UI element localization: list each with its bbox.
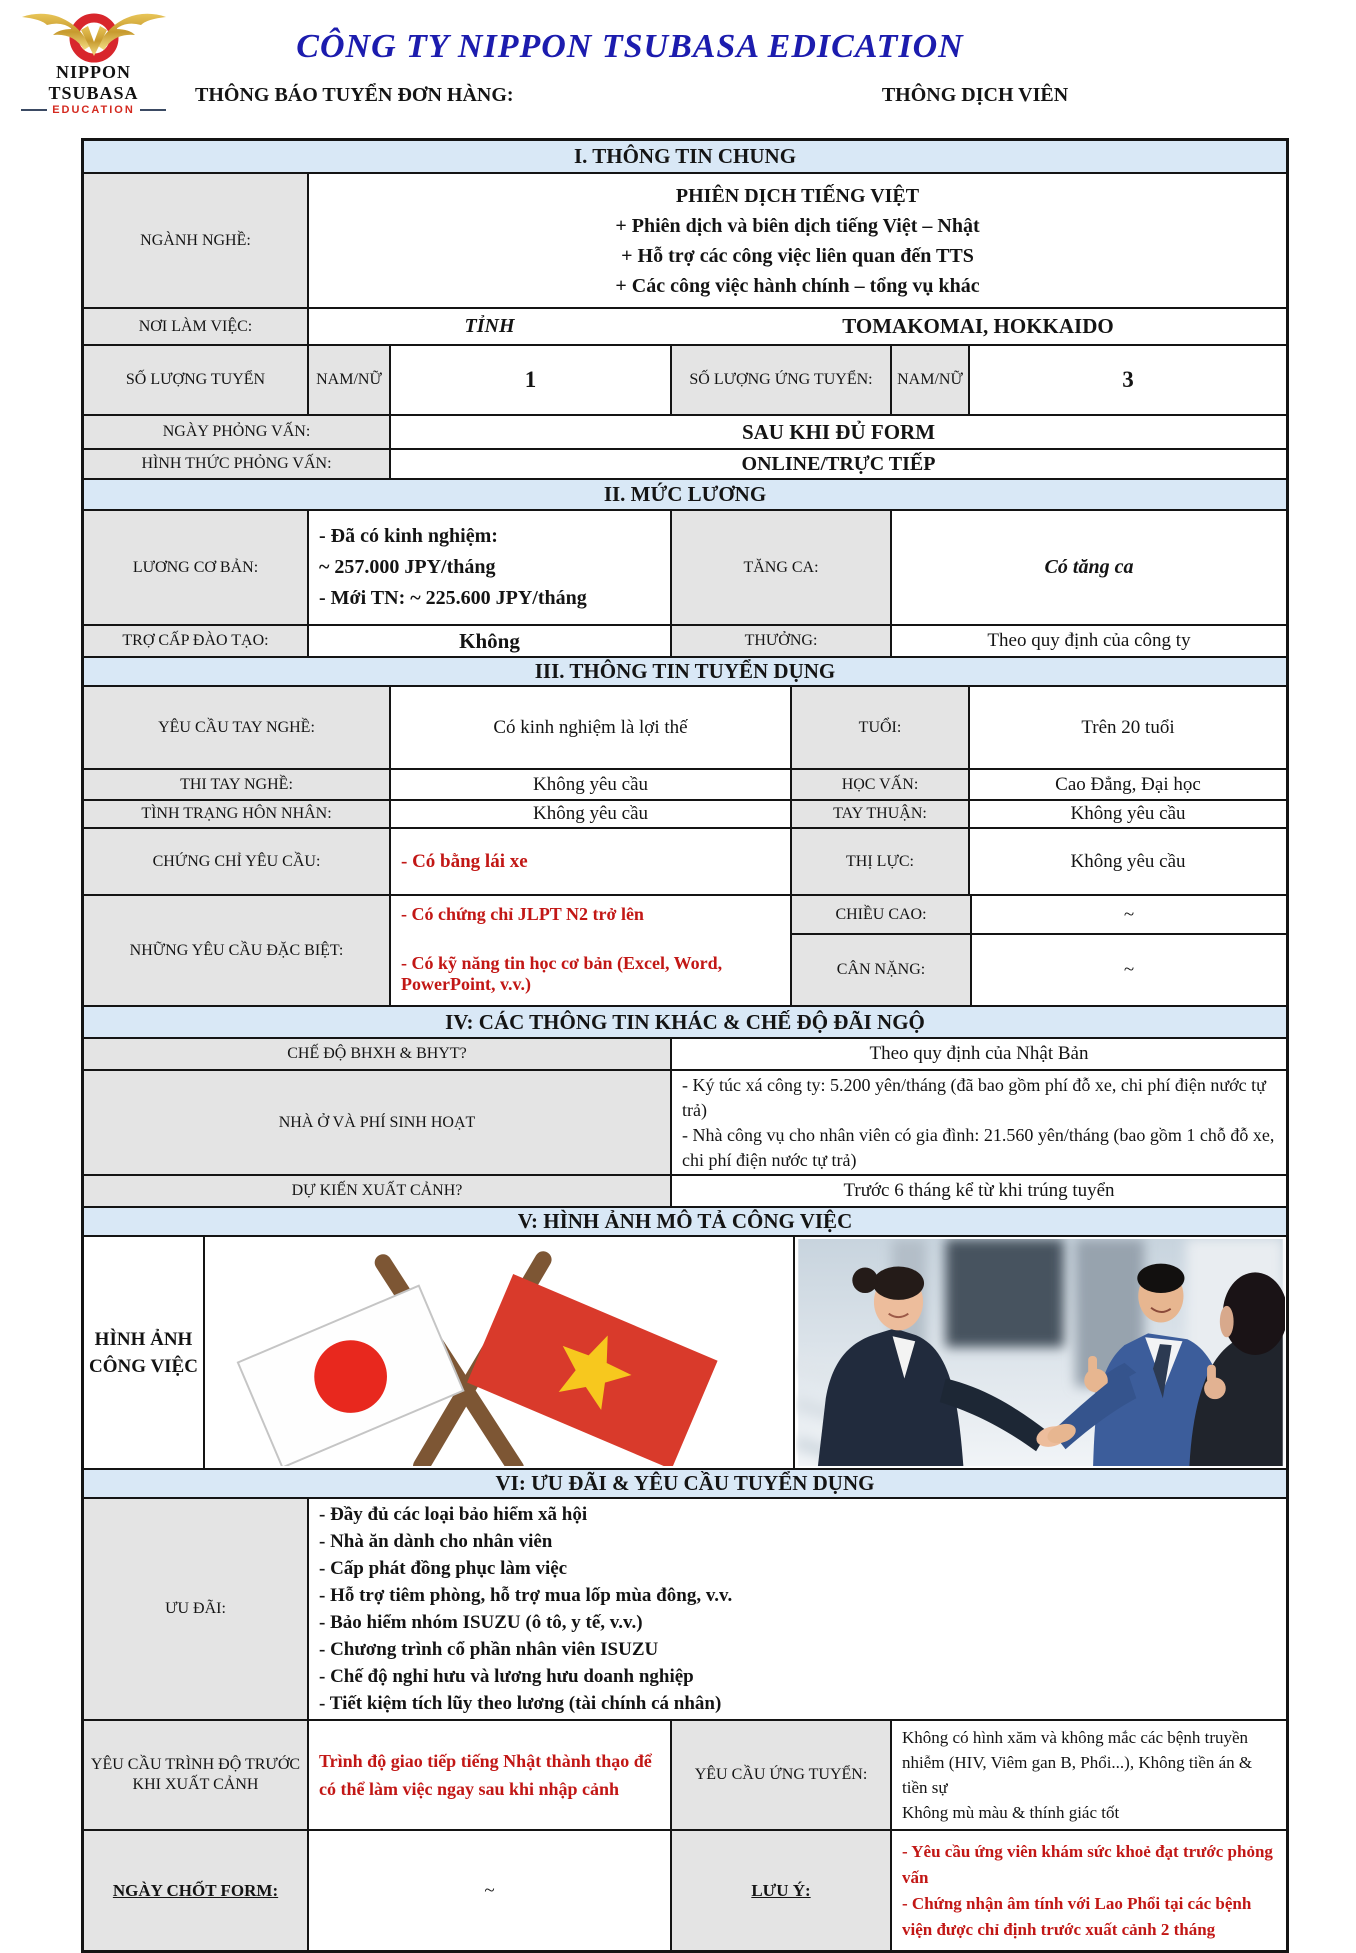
value-yeu-cau-tay-nghe: Có kinh nghiệm là lợi thế — [389, 687, 790, 768]
label-nam-nu-2: NAM/NỮ — [890, 346, 968, 414]
row-hinh-anh — [84, 1235, 1286, 1468]
nganh-heading: PHIÊN DỊCH TIẾNG VIỆT — [675, 184, 920, 207]
job-announcement-table — [81, 138, 1289, 1953]
value-thi-tay-nghe: Không yêu cầu — [389, 770, 790, 799]
value-tay-thuan: Không yêu cầu — [968, 801, 1286, 827]
wings-emblem-icon — [6, 2, 181, 64]
label-thuong: THƯỞNG: — [670, 626, 890, 656]
label-ngay-chot-form: NGÀY CHỐT FORM: — [84, 1831, 307, 1950]
section3-header-row — [84, 656, 1286, 685]
section5-header-row — [84, 1206, 1286, 1235]
label-yeu-cau-tay-nghe: YÊU CẦU TAY NGHỀ: — [84, 687, 389, 768]
row-chieu-cao — [792, 896, 1288, 933]
label-hinh-anh — [84, 1237, 203, 1468]
row-ngay-phong-van — [84, 414, 1286, 448]
business-handshake-photo — [793, 1237, 1286, 1468]
uu-dai-item-2: - Nhà ăn dành cho nhân viên — [319, 1531, 553, 1552]
luong-line-1: - Đã có kinh nghiệm: — [319, 525, 498, 547]
company-logo — [6, 2, 181, 116]
section5-title: V: HÌNH ẢNH MÔ TẢ CÔNG VIỆC — [84, 1208, 1286, 1235]
value-thuong: Theo quy định của công ty — [890, 626, 1286, 656]
value-ung-tuyen — [890, 1721, 1286, 1829]
row-hinh-thuc-phong-van — [84, 448, 1286, 478]
uu-dai-item-7: - Chế độ nghỉ hưu và lương hưu doanh nghiệp — [319, 1666, 694, 1687]
value-so-luong-tuyen: 1 — [389, 346, 670, 414]
row-chung-chi — [84, 827, 1286, 894]
label-chung-chi: CHỨNG CHỈ YÊU CẦU: — [84, 829, 389, 894]
notice-label: THÔNG BÁO TUYỂN ĐƠN HÀNG: — [195, 84, 514, 106]
value-hinh-thuc-phong-van: ONLINE/TRỰC TIẾP — [389, 450, 1286, 478]
uu-dai-item-3: - Cấp phát đồng phục làm việc — [319, 1558, 568, 1579]
label-tang-ca: TĂNG CA: — [670, 511, 890, 624]
dac-biet-line-1: - Có chứng chỉ JLPT N2 trở lên — [401, 904, 644, 924]
row-luong-co-ban — [84, 509, 1286, 624]
section3-title: III. THÔNG TIN TUYỂN DỤNG — [84, 658, 1286, 685]
uu-dai-item-6: - Chương trình cổ phần nhân viên ISUZU — [319, 1639, 659, 1660]
row-noi-lam-viec — [84, 307, 1286, 344]
row-yeu-cau-dac-biet — [84, 894, 1286, 1005]
label-yeu-cau-dac-biet: NHỮNG YÊU CẦU ĐẶC BIỆT: — [84, 896, 389, 1005]
value-nganh-nghe — [307, 174, 1286, 307]
row-xuat-canh — [84, 1174, 1286, 1206]
value-tang-ca: Có tăng ca — [890, 511, 1286, 624]
label-tay-thuan: TAY THUẬN: — [790, 801, 968, 827]
label-so-luong-ung-tuyen: SỐ LƯỢNG ỨNG TUYỂN: — [670, 346, 890, 414]
row-nganh-nghe — [84, 172, 1286, 307]
japan-vietnam-flags-image — [203, 1237, 793, 1468]
row-nha-o — [84, 1069, 1286, 1174]
label-xuat-canh: DỰ KIẾN XUẤT CẢNH? — [84, 1176, 670, 1206]
nha-o-line-2: - Nhà công vụ cho nhân viên có gia đình: 21.560 yên/tháng (bao gồm 1 chỗ đỗ xe, chi phí điện nước tự trả) — [682, 1124, 1275, 1170]
dac-biet-line-2: - Có kỹ năng tin học cơ bản (Excel, Word, PowerPoint, v.v.) — [401, 953, 723, 994]
logo-subtitle: EDUCATION — [52, 104, 135, 116]
section6-title: VI: ƯU ĐÃI & YÊU CẦU TUYỂN DỤNG — [84, 1470, 1286, 1497]
row-hon-nhan — [84, 799, 1286, 827]
label-can-nang: CÂN NẶNG: — [792, 935, 970, 1005]
row-uu-dai — [84, 1497, 1286, 1719]
row-yeu-cau-tay-nghe — [84, 685, 1286, 768]
value-noi-lam-viec: TOMAKOMAI, HOKKAIDO — [842, 314, 1114, 338]
value-xuat-canh: Trước 6 tháng kể từ khi trúng tuyển — [670, 1176, 1286, 1206]
label-bhxh: CHẾ ĐỘ BHXH & BHYT? — [84, 1039, 670, 1069]
label-luong-co-ban: LƯƠNG CƠ BẢN: — [84, 511, 307, 624]
value-nha-o — [670, 1071, 1286, 1174]
value-hoc-van: Cao Đẳng, Đại học — [968, 770, 1286, 799]
logo-name: NIPPON TSUBASA — [48, 62, 139, 103]
section1-title: I. THÔNG TIN CHUNG — [84, 141, 1286, 172]
value-yeu-cau-dac-biet — [389, 896, 790, 1005]
section2-title: II. MỨC LƯƠNG — [84, 480, 1286, 509]
section4-title: IV: CÁC THÔNG TIN KHÁC & CHẾ ĐỘ ĐÃI NGỘ — [84, 1007, 1286, 1037]
luong-line-3: - Mới TN: ~ 225.600 JPY/tháng — [319, 587, 587, 609]
row-tro-cap — [84, 624, 1286, 656]
row-can-nang — [792, 933, 1288, 1005]
notice-value: THÔNG DỊCH VIÊN — [881, 84, 1069, 106]
value-thi-luc: Không yêu cầu — [968, 829, 1286, 894]
page-title: CÔNG TY NIPPON TSUBASA EDICATION — [296, 28, 964, 65]
uu-dai-item-1: - Đầy đủ các loại bảo hiểm xã hội — [319, 1504, 588, 1525]
label-nam-nu-1: NAM/NỮ — [307, 346, 389, 414]
value-uu-dai — [307, 1499, 1286, 1719]
row-bhxh — [84, 1037, 1286, 1069]
hinh-anh-label-line1: HÌNH ẢNH — [94, 1328, 193, 1350]
row-so-luong — [84, 344, 1286, 414]
row-ngay-chot-form — [84, 1829, 1286, 1950]
value-ngay-chot-form: ~ — [307, 1831, 670, 1950]
value-luong-co-ban — [307, 511, 670, 624]
logo-dash-right — [140, 109, 166, 111]
value-hon-nhan: Không yêu cầu — [389, 801, 790, 827]
label-luu-y: LƯU Ý: — [670, 1831, 890, 1950]
luu-y-line-1: - Yêu cầu ứng viên khám sức khoẻ đạt trước phỏng vấn — [902, 1841, 1273, 1887]
uu-dai-item-5: - Bảo hiểm nhóm ISUZU (ô tô, y tế, v.v.) — [319, 1612, 643, 1633]
logo-dash-left — [21, 109, 47, 111]
section4-header-row — [84, 1005, 1286, 1037]
label-uu-dai: ƯU ĐÃI: — [84, 1499, 307, 1719]
label-ngay-phong-van: NGÀY PHỎNG VẤN: — [84, 416, 389, 448]
row-trinh-do — [84, 1719, 1286, 1829]
value-chieu-cao: ~ — [970, 896, 1286, 933]
nganh-line-2: + Hỗ trợ các công việc liên quan đến TTS — [621, 244, 974, 267]
nganh-line-1: + Phiên dịch và biên dịch tiếng Việt – Nhật — [615, 214, 980, 237]
label-so-luong-tuyen: SỐ LƯỢNG TUYỂN — [84, 346, 307, 414]
value-ngay-phong-van: SAU KHI ĐỦ FORM — [389, 416, 1286, 448]
uu-dai-item-4: - Hỗ trợ tiêm phòng, hỗ trợ mua lốp mùa đông, v.v. — [319, 1585, 733, 1606]
label-chieu-cao: CHIỀU CAO: — [792, 896, 970, 933]
label-ung-tuyen: YÊU CẦU ỨNG TUYỂN: — [670, 1721, 890, 1829]
uu-dai-item-8: - Tiết kiệm tích lũy theo lương (tài chính cá nhân) — [319, 1693, 722, 1714]
value-can-nang: ~ — [970, 935, 1286, 1005]
luu-y-line-2: - Chứng nhận âm tính với Lao Phổi tại các bệnh viện được chỉ định trước xuất cảnh 2 tháng — [902, 1893, 1252, 1939]
label-noi-lam-viec: NƠI LÀM VIỆC: — [84, 309, 307, 344]
value-luu-y — [890, 1831, 1286, 1950]
section2-header-row — [84, 478, 1286, 509]
ung-tuyen-line-1: Không có hình xăm và không mắc các bệnh truyền nhiễm (HIV, Viêm gan B, Phổi...), Không tiền án & tiền sự — [902, 1728, 1253, 1797]
value-bhxh: Theo quy định của Nhật Bản — [670, 1039, 1286, 1069]
label-nganh-nghe: NGÀNH NGHỀ: — [84, 174, 307, 307]
height-weight-subgrid — [790, 896, 1288, 1005]
value-chung-chi: - Có bằng lái xe — [389, 829, 790, 894]
label-hinh-thuc-phong-van: HÌNH THỨC PHỎNG VẤN: — [84, 450, 389, 478]
ung-tuyen-line-2: Không mù màu & thính giác tốt — [902, 1803, 1120, 1822]
label-hoc-van: HỌC VẤN: — [790, 770, 968, 799]
label-hon-nhan: TÌNH TRẠNG HÔN NHÂN: — [84, 801, 389, 827]
label-trinh-do: YÊU CẦU TRÌNH ĐỘ TRƯỚC KHI XUẤT CẢNH — [84, 1721, 307, 1829]
luong-line-2: ~ 257.000 JPY/tháng — [319, 556, 496, 578]
value-tinh: TỈNH — [307, 309, 670, 344]
value-tro-cap: Không — [307, 626, 670, 656]
value-trinh-do: Trình độ giao tiếp tiếng Nhật thành thạo để có thể làm việc ngay sau khi nhập cảnh — [307, 1721, 670, 1829]
value-so-luong-ung-tuyen: 3 — [968, 346, 1286, 414]
row-thi-tay-nghe — [84, 768, 1286, 799]
section1-header-row — [84, 141, 1286, 172]
label-tuoi: TUỔI: — [790, 687, 968, 768]
label-thi-tay-nghe: THI TAY NGHỀ: — [84, 770, 389, 799]
value-tuoi: Trên 20 tuổi — [968, 687, 1286, 768]
hinh-anh-label-line2: CÔNG VIỆC — [89, 1355, 198, 1377]
nganh-line-3: + Các công việc hành chính – tổng vụ khác — [615, 274, 980, 297]
label-tro-cap: TRỢ CẤP ĐÀO TẠO: — [84, 626, 307, 656]
nha-o-line-1: - Ký túc xá công ty: 5.200 yên/tháng (đã bao gồm phí đỗ xe, chi phí điện nước tự trả) — [682, 1074, 1266, 1120]
label-nha-o: NHÀ Ở VÀ PHÍ SINH HOẠT — [84, 1071, 670, 1174]
label-thi-luc: THỊ LỰC: — [790, 829, 968, 894]
section6-header-row — [84, 1468, 1286, 1497]
